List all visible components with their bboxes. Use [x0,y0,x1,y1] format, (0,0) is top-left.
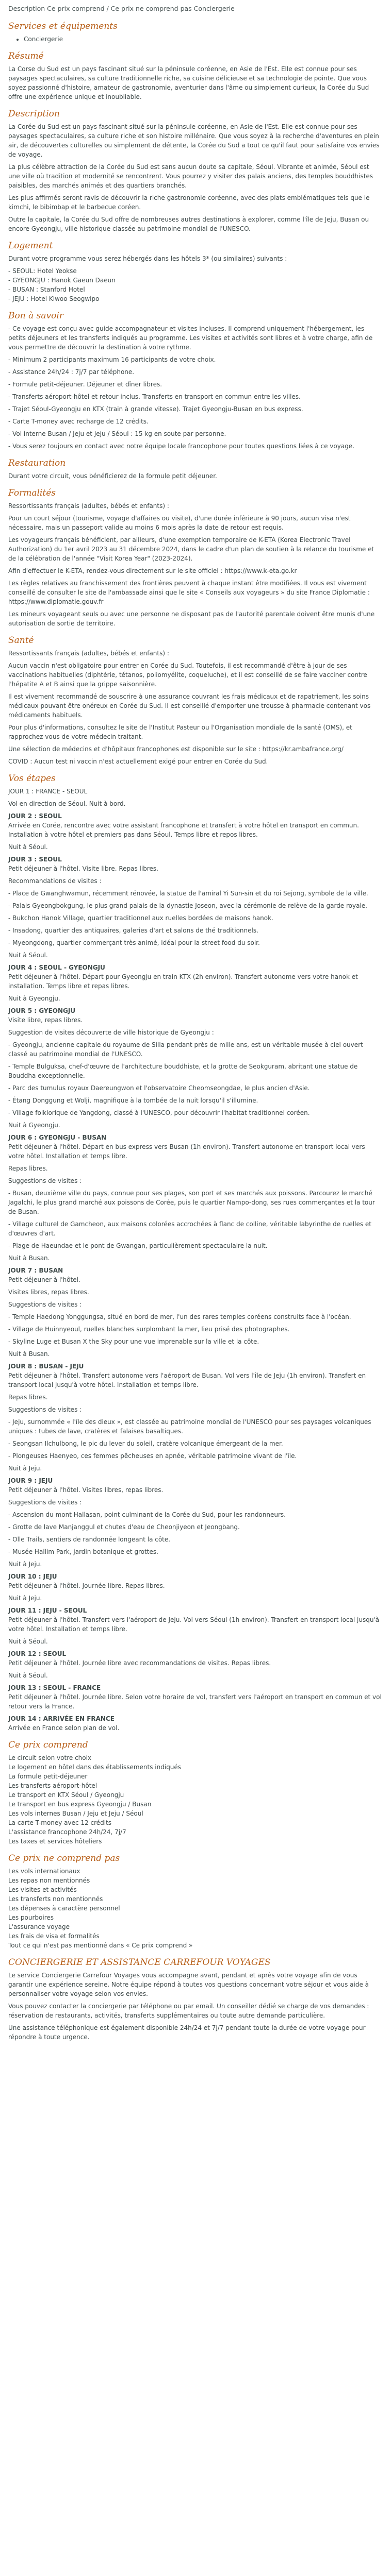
day-paragraph: - Étang Donggung et Wolji, magnifique à la tombée de la nuit lorsqu'il s'illumine. [8,1096,258,1104]
logement-intro: Durant votre programme vous serez hébergés dans les hôtels 3* (ou similaires) suivants : [8,255,287,262]
day-paragraph: Nuit à Séoul. [8,1637,48,1645]
non-inclus-item: Les dépenses à caractère personnel [8,1904,120,1912]
description-paragraph: Les plus affirmés seront ravis de découvrir la riche gastronomie coréenne, avec des plats emblématiques tels que le kimchi, le bibimbap et le barbecue coréen. [8,194,370,211]
sante-heading: Santé [8,635,34,646]
day-title: JOUR 14 : ARRIVÉE EN FRANCE [8,1715,115,1722]
restauration-heading: Restauration [8,457,66,468]
conciergerie-heading: CONCIERGERIE ET ASSISTANCE CARREFOUR VOYAGES [8,1957,271,1968]
day-title: JOUR 13 : SEOUL - FRANCE [8,1684,101,1691]
formalites-paragraph: Afin d'effectuer le K-ETA, rendez-vous directement sur le site officiel : https://www.k-eta.go.kr [8,567,297,574]
day-heading: Vos étapes [8,773,56,784]
conciergerie-paragraph: Vous pouvez contacter la conciergerie par téléphone ou par email. Un conseiller dédié se charge de vos demandes : réservation de restaurants, activités, transferts supplémentaires ou toute autre demande particulière. [8,2002,369,2019]
day-paragraph: Arrivée en Corée, rencontre avec votre assistant francophone et transfert à votre hôtel en transport en commun. Installation à votre hôtel et premiers pas dans Séoul. Temps libre et repos libres. [8,821,359,838]
formalites-paragraph: Les voyageurs français bénéficient, par ailleurs, d'une exemption temporaire de K-ETA (Korea Electronic Travel Authorization) du 1er avril 2023 au 31 décembre 2024, dans le cadre d'un plan de soutien à la relance du tourisme et de la célébration de l'année "Visit Korea Year" (2023-2024). [8,536,374,562]
logement-item: - BUSAN : Stanford Hotel [8,285,85,293]
day-paragraph: Nuit à Séoul. [8,951,48,959]
description-paragraph: La plus célèbre attraction de la Corée du Sud est sans aucun doute sa capitale, Séoul. Vibrante et animée, Séoul est une ville où tradition et modernité se rencontrent. Vous pourrez y visiter des palais anciens, des temples bouddhistes paisibles, des marchés animés et des quartiers branchés. [8,163,373,189]
day-paragraph: Nuit à Jeju. [8,1560,42,1568]
top-line: Description Ce prix comprend / Ce prix ne comprend pas Conciergerie [8,5,235,12]
day-paragraph: Petit déjeuner à l'hôtel. Départ en bus express vers Busan (1h environ). Transfert autonome en transport local vers votre hôtel. Installation et temps libre. [8,1143,365,1160]
bon-a-savoir-paragraph: - Transferts aéroport-hôtel et retour inclus. Transferts en transport en commun entre les villes. [8,393,301,400]
day-paragraph: Suggestions de visites : [8,1498,82,1506]
day-paragraph: Arrivée en France selon plan de vol. [8,1724,120,1732]
inclus-item: La carte T-money avec 12 crédits [8,1819,112,1826]
day-paragraph: Petit déjeuner à l'hôtel. Visite libre. Repas libres. [8,865,158,872]
day-paragraph: JOUR 1 : FRANCE - SEOUL [8,787,88,795]
formalites-paragraph: Ressortissants français (adultes, bébés et enfants) : [8,502,169,510]
inclus-list [8,1753,383,1846]
formalites-heading: Formalités [8,487,56,498]
day-paragraph: - Parc des tumulus royaux Daereungwon et l'observatoire Cheomseongdae, le plus ancien d'Asie. [8,1084,310,1092]
day-paragraph: Nuit à Séoul. [8,1671,48,1679]
logement-item: - GYEONGJU : Hanok Gaeun Daeun [8,276,116,284]
day-title: JOUR 11 : JEJU - SEOUL [8,1606,87,1614]
day-paragraph: - Musée Hallim Park, jardin botanique et grottes. [8,1548,158,1555]
formalites-paragraph: Les règles relatives au franchissement des frontières peuvent à chaque instant être modifiées. Il vous est vivement conseillé de consulter le site de l'ambassade ainsi que le site « Conseils aux voyageurs » du site France Diplomatie : https://www.diplomatie.gouv.fr [8,579,370,605]
day-title: JOUR 6 : GYEONGJU - BUSAN [8,1133,107,1141]
day-paragraph: Petit déjeuner à l'hôtel. [8,1276,80,1283]
bon-a-savoir-paragraph: - Trajet Séoul-Gyeongju en KTX (train à grande vitesse). Trajet Gyeongju-Busan en bus express. [8,405,303,413]
day-title: JOUR 10 : JEJU [8,1572,57,1580]
day-title: JOUR 3 : SEOUL [8,855,62,863]
day-paragraph: Petit déjeuner à l'hôtel. Visites libres, repas libres. [8,1486,164,1494]
day-paragraph: Nuit à Jeju. [8,1594,42,1602]
day-paragraph: Suggestion de visites découverte de ville historique de Gyeongju : [8,1028,214,1036]
day-title: JOUR 8 : BUSAN - JEJU [8,1362,84,1370]
logement-heading: Logement [8,240,53,251]
day-paragraph: - Gyeongju, ancienne capitale du royaume de Silla pendant près de mille ans, est un véritable musée à ciel ouvert classé au patrimoine mondial de l'UNESCO. [8,1041,363,1058]
inclus-item: Le logement en hôtel dans des établissements indiqués [8,1763,182,1771]
day-paragraph: - Jeju, surnommée « l'île des dieux », est classée au patrimoine mondial de l'UNESCO pour ses paysages volcaniques uniques : tubes de lave, cratères et falaises basaltiques. [8,1418,371,1435]
bon-a-savoir-paragraph: - Formule petit-déjeuner. Déjeuner et dîner libres. [8,380,162,388]
logement-item: - JEJU : Hotel Kiwoo Seogwipo [8,295,100,302]
day-paragraph: - Palais Gyeongbokgung, le plus grand palais de la dynastie Joseon, avec la cérémonie de relève de la garde royale. [8,902,367,909]
day-paragraph: Petit déjeuner à l'hôtel. Journée libre. Repas libres. [8,1582,165,1589]
bon-a-savoir-paragraph: - Ce voyage est conçu avec guide accompagnateur et visites incluses. Il comprend uniquement l'hébergement, les petits déjeuners et les transferts indiqués au programme. Les visites et activités sont libres et à votre charge, afin de vous permettre de découvrir la destination à votre rythme. [8,325,373,351]
sante-paragraph: Aucun vaccin n'est obligatoire pour entrer en Corée du Sud. Toutefois, il est recommandé d'être à jour de ses vaccinations habituelles (diphtérie, tétanos, poliomyélite, coqueluche), et il est conseillé de se faire vacciner contre l'hépatite A et B ainsi que la grippe saisonnière. [8,662,367,688]
inclus-item: La formule petit-déjeuner [8,1772,88,1780]
day-paragraph: Nuit à Busan. [8,1254,50,1262]
sante-paragraph: Pour plus d'informations, consultez le site de l'Institut Pasteur ou l'Organisation mondiale de la santé (OMS), et rapprochez-vous de votre médecin traitant. [8,723,352,740]
day-paragraph: - Insadong, quartier des antiquaires, galeries d'art et salons de thé traditionnels. [8,926,258,934]
day-paragraph: - Skyline Luge et Busan X the Sky pour une vue imprenable sur la ville et la côte. [8,1337,259,1345]
day-paragraph: - Village folklorique de Yangdong, classé à l'UNESCO, pour découvrir l'habitat traditionnel coréen. [8,1109,310,1116]
day-paragraph: Visite libre, repas libres. [8,1016,83,1024]
day-paragraph: - Seongsan Ilchulbong, le pic du lever du soleil, cratère volcanique émergeant de la mer. [8,1439,283,1447]
day-paragraph: Recommandations de visites : [8,877,102,885]
non-inclus-item: Les visites et activités [8,1886,77,1893]
inclus-item: Le circuit selon votre choix [8,1754,92,1761]
day-paragraph: Nuit à Séoul. [8,843,48,851]
bon-a-savoir-paragraph: - Minimum 2 participants maximum 16 participants de votre choix. [8,355,216,363]
sante-paragraph: Ressortissants français (adultes, bébés et enfants) : [8,649,169,657]
day-paragraph: Nuit à Gyeongju. [8,994,60,1002]
sante-paragraph: Une sélection de médecins et d'hôpitaux francophones est disponible sur le site : https://kr.ambafrance.org/ [8,745,344,753]
day-paragraph: - Olle Trails, sentiers de randonnée longeant la côte. [8,1535,171,1543]
services-item: • Conciergerie [24,35,383,44]
day-title: JOUR 2 : SEOUL [8,812,62,820]
day-paragraph: - Village de Huinnyeoul, ruelles blanches surplombant la mer, lieu prisé des photographes. [8,1325,290,1333]
bon-a-savoir-paragraph: - Vous serez toujours en contact avec notre équipe locale francophone pour toutes questions liées à ce voyage. [8,442,355,450]
formalites-paragraph: Pour un court séjour (tourisme, voyage d'affaires ou visite), d'une durée inférieure à 90 jours, aucun visa n'est nécessaire, mais un passeport valide au moins 6 mois après la date de retour est requis. [8,514,351,531]
non-inclus-item: L'assurance voyage [8,1923,70,1930]
day-paragraph: Nuit à Gyeongju. [8,1121,60,1129]
day-title: JOUR 4 : SEOUL - GYEONGJU [8,963,105,971]
non-inclus-item: Les vols internationaux [8,1867,80,1875]
conciergerie-paragraph: Le service Conciergerie Carrefour Voyages vous accompagne avant, pendant et après votre voyage afin de vous garantir une expérience sereine. Notre équipe répond à toutes vos questions concernant votre séjour et vous aide à personnaliser votre voyage selon vos envies. [8,1971,369,1997]
day-paragraph: Petit déjeuner à l'hôtel. Transfert autonome vers l'aéroport de Busan. Vol vers l'île de Jeju (1h environ). Transfert en transport local jusqu'à votre hôtel. Installation et temps libre. [8,1371,366,1388]
non-inclus-list [8,1867,383,1950]
non-inclus-item: Les transferts non mentionnés [8,1895,103,1903]
day-paragraph: Visites libres, repas libres. [8,1288,89,1296]
description-body [8,122,383,233]
resume-heading: Résumé [8,50,44,61]
day-paragraph: - Temple Haedong Yonggungsa, situé en bord de mer, l'un des rares temples coréens construits face à l'océan. [8,1313,351,1320]
day-paragraph: - Bukchon Hanok Village, quartier traditionnel aux ruelles bordées de maisons hanok. [8,914,273,922]
restauration-text: Durant votre circuit, vous bénéficierez de la formule petit déjeuner. [8,472,217,480]
formalites-body [8,501,383,628]
day-paragraph: Petit déjeuner à l'hôtel. Journée libre. Selon votre horaire de vol, transfert vers l'aéroport en transport en commun et vol retour vers la France. [8,1693,382,1710]
inclus-item: Les vols internes Busan / Jeju et Jeju / Séoul [8,1809,143,1817]
description-paragraph: La Corée du Sud est un pays fascinant situé sur la péninsule coréenne, en Asie de l'Est. Elle est connue pour ses paysages spectaculaires, sa culture riche et son histoire millénaire. Que vous soyez à la recherche d'aventures en plein air, de découvertes culturelles ou simplement de détente, la Corée du Sud a tout ce qu'il faut pour satisfaire vos envies de voyage. [8,123,380,158]
day-paragraph: Repas libres. [8,1393,48,1401]
day-paragraph: Nuit à Jeju. [8,1464,42,1472]
non-inclus-heading: Ce prix ne comprend pas [8,1853,120,1863]
day-paragraph: - Plage de Haeundae et le pont de Gwangan, particulièrement spectaculaire la nuit. [8,1242,268,1249]
sante-paragraph: COVID : Aucun test ni vaccin n'est actuellement exigé pour entrer en Corée du Sud. [8,757,268,765]
programme [8,773,383,1733]
day-paragraph: Nuit à Busan. [8,1350,50,1358]
inclus-item: Les transferts aéroport-hôtel [8,1782,97,1789]
inclus-item: Le transport en bus express Gyeongju / Busan [8,1800,152,1808]
inclus-item: Les taxes et services hôteliers [8,1837,102,1845]
description-heading: Description [8,108,60,119]
day-paragraph: - Grotte de lave Manjanggul et chutes d'eau de Cheonjiyeon et Jeongbang. [8,1523,240,1531]
services-list [8,35,383,44]
non-inclus-item: Les repas non mentionnés [8,1876,90,1884]
day-paragraph: - Ascension du mont Hallasan, point culminant de la Corée du Sud, pour les randonneurs. [8,1511,286,1518]
non-inclus-item: Tout ce qui n'est pas mentionné dans « Ce prix comprend » [8,1941,193,1949]
sante-body [8,649,383,766]
day-title: JOUR 7 : BUSAN [8,1266,63,1274]
logement-item: - SEOUL: Hotel Yeokse [8,267,77,275]
conciergerie-paragraph: Une assistance téléphonique est également disponible 24h/24 et 7j/7 pendant toute la durée de votre voyage pour répondre à toute urgence. [8,2024,366,2041]
day-paragraph: - Place de Gwanghwamun, récemment rénovée, la statue de l'amiral Yi Sun-sin et du roi Sejong, symbole de la ville. [8,889,368,897]
day-paragraph: Petit déjeuner à l'hôtel. Transfert vers l'aéroport de Jeju. Vol vers Séoul (1h environ). Transfert en transport local jusqu'à votre hôtel. Installation et temps libre. [8,1616,380,1633]
day-paragraph: Vol en direction de Séoul. Nuit à bord. [8,800,126,807]
day-paragraph: Suggestions de visites : [8,1177,82,1184]
description-paragraph: Outre la capitale, la Corée du Sud offre de nombreuses autres destinations à explorer, comme l'île de Jeju, Busan ou encore Gyeongju, ville historique classée au patrimoine mondial de l'UNESCO. [8,215,369,232]
day-paragraph: - Plongeuses Haenyeo, ces femmes pêcheuses en apnée, véritable patrimoine vivant de l'île. [8,1452,297,1460]
day-paragraph: - Temple Bulguksa, chef-d'œuvre de l'architecture bouddhiste, et la grotte de Seokguram, abritant une statue de Bouddha exceptionnelle. [8,1062,358,1079]
non-inclus-item: Les frais de visa et formalités [8,1932,100,1940]
bon-a-savoir-heading: Bon à savoir [8,310,63,321]
day-title: JOUR 12 : SEOUL [8,1650,67,1657]
bon-a-savoir-body [8,324,383,451]
inclus-item: Le transport en KTX Séoul / Gyeongju [8,1791,124,1799]
inclus-item: L'assistance francophone 24h/24, 7j/7 [8,1828,126,1836]
day-title: JOUR 9 : JEJU [8,1477,53,1484]
bon-a-savoir-paragraph: - Vol interne Busan / Jeju et Jeju / Séoul : 15 kg en soute par personne. [8,430,226,437]
formalites-paragraph: Les mineurs voyageant seuls ou avec une personne ne disposant pas de l'autorité parentale doivent être munis d'une autorisation de sortie de territoire. [8,610,375,627]
day-paragraph: Repas libres. [8,1164,48,1172]
day-paragraph: - Busan, deuxième ville du pays, connue pour ses plages, son port et ses marchés aux poissons. Parcourez le marché Jagalchi, le plus grand marché aux poissons de Corée, puis le quartier Nampo-dong, ses rues commerçantes et la tour de Busan. [8,1189,375,1215]
day-paragraph: Suggestions de visites : [8,1405,82,1413]
non-inclus-item: Les pourboires [8,1913,54,1921]
resume-text: La Corse du Sud est un pays fascinant situé sur la péninsule coréenne, en Asie de l'Est. Elle est connue pour ses paysages spectaculaires, sa culture traditionnelle riche, sa cuisine délicieuse et sa technologie de pointe. Que vous soyez passionné d'histoire, amateur de gastronomie, aventurier dans l'âme ou simplement curieux, la Corée du Sud offre une expérience unique et inoubliable. [8,65,369,100]
day-paragraph: - Myeongdong, quartier commerçant très animé, idéal pour la street food du soir. [8,939,260,946]
inclus-heading: Ce prix comprend [8,1739,88,1750]
services-heading: Services et équipements [8,21,118,31]
day-paragraph: - Village culturel de Gamcheon, aux maisons colorées accrochées à flanc de colline, véritable labyrinthe de ruelles et d'œuvres d'art. [8,1220,372,1237]
bon-a-savoir-paragraph: - Assistance 24h/24 : 7j/7 par téléphone. [8,368,135,376]
bon-a-savoir-paragraph: - Carte T-money avec recharge de 12 crédits. [8,417,149,425]
sante-paragraph: Il est vivement recommandé de souscrire à une assurance couvrant les frais médicaux et de rapatriement, les soins médicaux pouvant être onéreux en Corée du Sud. Il est conseillé d'emporter une trousse à pharmacie contenant vos médicaments habituels. [8,692,371,719]
day-paragraph: Suggestions de visites : [8,1300,82,1308]
day-paragraph: Petit déjeuner à l'hôtel. Journée libre avec recommandations de visites. Repas libres. [8,1659,271,1667]
conciergerie-body [8,1971,383,2042]
day-paragraph: Petit déjeuner à l'hôtel. Départ pour Gyeongju en train KTX (2h environ). Transfert autonome vers votre hanok et installation. Temps libre et repas libres. [8,973,358,990]
day-title: JOUR 5 : GYEONGJU [8,1007,76,1014]
